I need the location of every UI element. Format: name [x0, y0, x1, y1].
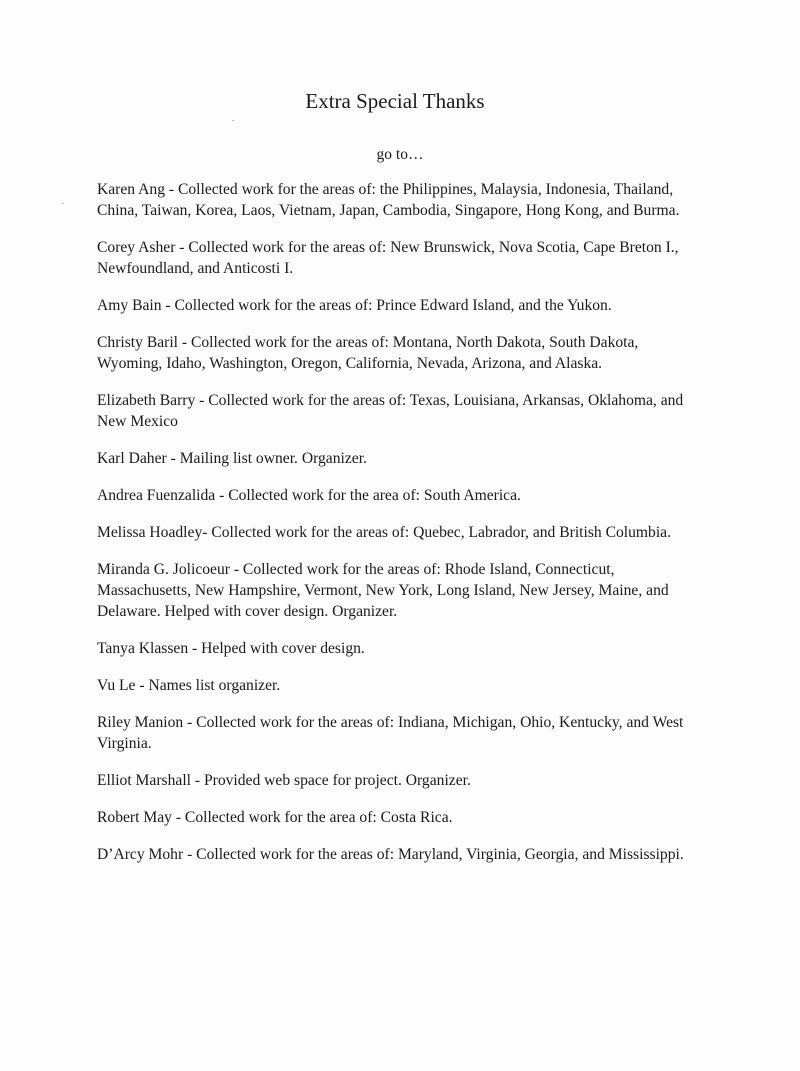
thanks-entry-vu-le: Vu Le - Names list organizer. — [97, 677, 281, 694]
thanks-entry-darcy-mohr: D’Arcy Mohr - Collected work for the areas of: Maryland, Virginia, Georgia, and Mississippi. — [97, 846, 684, 863]
thanks-entry-karen-ang: Karen Ang - Collected work for the areas of: the Philippines, Malaysia, Indonesia, Thailand, China, Taiwan, Korea, Laos, Vietnam, Japan, Cambodia, Singapore, Hong Kong, and Burma. — [97, 181, 680, 219]
thanks-entry-amy-bain: Amy Bain - Collected work for the areas of: Prince Edward Island, and the Yukon. — [97, 297, 612, 314]
thanks-entry-miranda-jolicoeur: Miranda G. Jolicoeur - Collected work for the areas of: Rhode Island, Connecticut, Massachusetts, New Hampshire, Vermont, New York, Long Island, New Jersey, Maine, and Delaware. Helped with cover design. Organizer. — [97, 561, 669, 620]
page-subtitle — [0, 145, 800, 165]
thanks-entry-riley-manion: Riley Manion - Collected work for the areas of: Indiana, Michigan, Ohio, Kentucky, and West Virginia. — [97, 714, 684, 752]
scan-speck — [62, 203, 64, 204]
thanks-entry-corey-asher: Corey Asher - Collected work for the areas of: New Brunswick, Nova Scotia, Cape Breton I., Newfoundland, and Anticosti I. — [97, 239, 679, 277]
page-title-text: Extra Special Thanks — [305, 89, 485, 113]
thanks-entry-christy-baril: Christy Baril - Collected work for the areas of: Montana, North Dakota, South Dakota, Wyoming, Idaho, Washington, Oregon, California, Nevada, Arizona, and Alaska. — [97, 334, 639, 372]
thanks-entry-melissa-hoadley: Melissa Hoadley- Collected work for the areas of: Quebec, Labrador, and British Columbia. — [97, 524, 672, 541]
thanks-list — [97, 179, 697, 881]
page-subtitle-text: go to… — [376, 146, 424, 163]
scan-speck — [232, 120, 234, 121]
thanks-entry-karl-daher: Karl Daher - Mailing list owner. Organizer. — [97, 450, 367, 467]
thanks-entry-robert-may: Robert May - Collected work for the area of: Costa Rica. — [97, 809, 453, 826]
thanks-entry-tanya-klassen: Tanya Klassen - Helped with cover design. — [97, 640, 365, 657]
thanks-entry-andrea-fuenzalida: Andrea Fuenzalida - Collected work for the area of: South America. — [97, 487, 521, 504]
thanks-entry-elizabeth-barry: Elizabeth Barry - Collected work for the areas of: Texas, Louisiana, Arkansas, Oklahoma, and New Mexico — [97, 392, 684, 430]
thanks-entry-elliot-marshall: Elliot Marshall - Provided web space for project. Organizer. — [97, 772, 471, 789]
page-title — [0, 88, 800, 114]
